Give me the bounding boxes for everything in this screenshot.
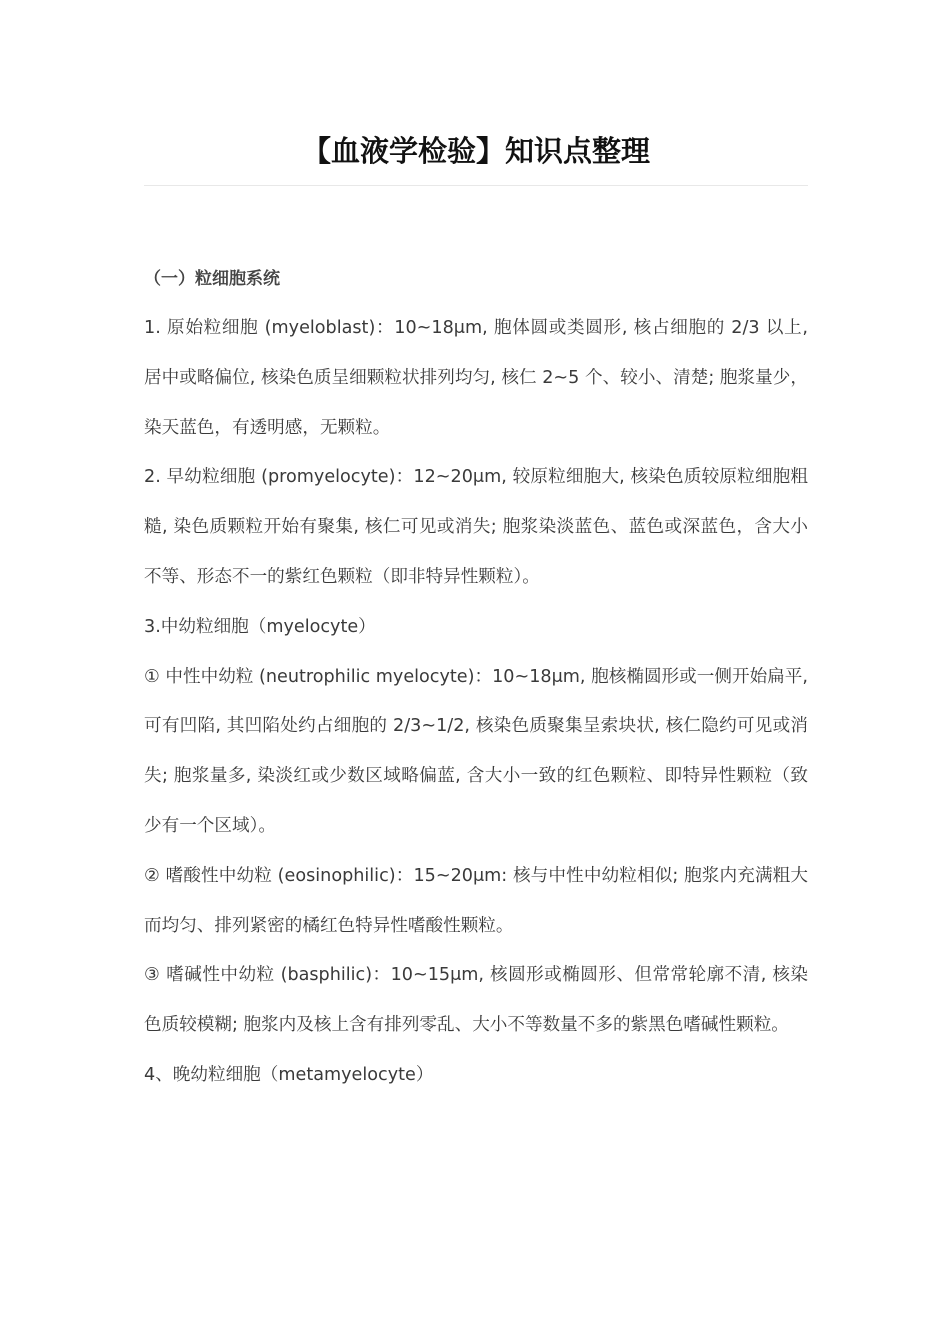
paragraph-neutrophilic-myelocyte: ① 中性中幼粒 (neutrophilic myelocyte)：10~18μm, 胞核椭圆形或一侧开始扁平, 可有凹陷, 其凹陷处约占细胞的 2/3~1/2, 核染色质聚集呈索块状, 核仁隐约可见或消失; 胞浆量多, 染淡红或少数区域略偏蓝, 含大小一致的红色颗粒、即特异性颗粒（致少有一个区域）。 [144, 666, 808, 836]
section-heading: （一）粒细胞系统 [144, 269, 280, 289]
title-divider [144, 185, 808, 186]
page-title: 【血液学检验】知识点整理 [301, 134, 650, 168]
paragraph-basophilic-myelocyte: ③ 嗜碱性中幼粒 (basphilic)：10~15μm, 核圆形或椭圆形、但常常轮廓不清, 核染色质较模糊; 胞浆内及核上含有排列零乱、大小不等数量不多的紫黑色嗜碱性颗粒。 [144, 965, 808, 1036]
paragraph-myelocyte-heading: 3.中幼粒细胞（myelocyte） [144, 616, 376, 637]
paragraph-promyelocyte: 2. 早幼粒细胞 (promyelocyte)：12~20μm, 较原粒细胞大, 核染色质较原粒细胞粗糙, 染色质颗粒开始有聚集, 核仁可见或消失; 胞浆染淡蓝色、蓝色或深蓝色，含大小不等、形态不一的紫红色颗粒（即非特异性颗粒）。 [144, 467, 808, 587]
paragraph-metamyelocyte-heading: 4、晚幼粒细胞（metamyelocyte） [144, 1064, 434, 1085]
paragraph-myeloblast: 1. 原始粒细胞 (myeloblast)：10~18μm, 胞体圆或类圆形, 核占细胞的 2/3 以上, 居中或略偏位, 核染色质呈细颗粒状排列均匀, 核仁 2~5 个、较小、清楚; 胞浆量少，染天蓝色，有透明感，无颗粒。 [144, 318, 808, 438]
paragraph-eosinophilic-myelocyte: ② 嗜酸性中幼粒 (eosinophilic)：15~20μm: 核与中性中幼粒相似; 胞浆内充满粗大而均匀、排列紧密的橘红色特异性嗜酸性颗粒。 [144, 865, 808, 936]
document-body [144, 254, 808, 1101]
